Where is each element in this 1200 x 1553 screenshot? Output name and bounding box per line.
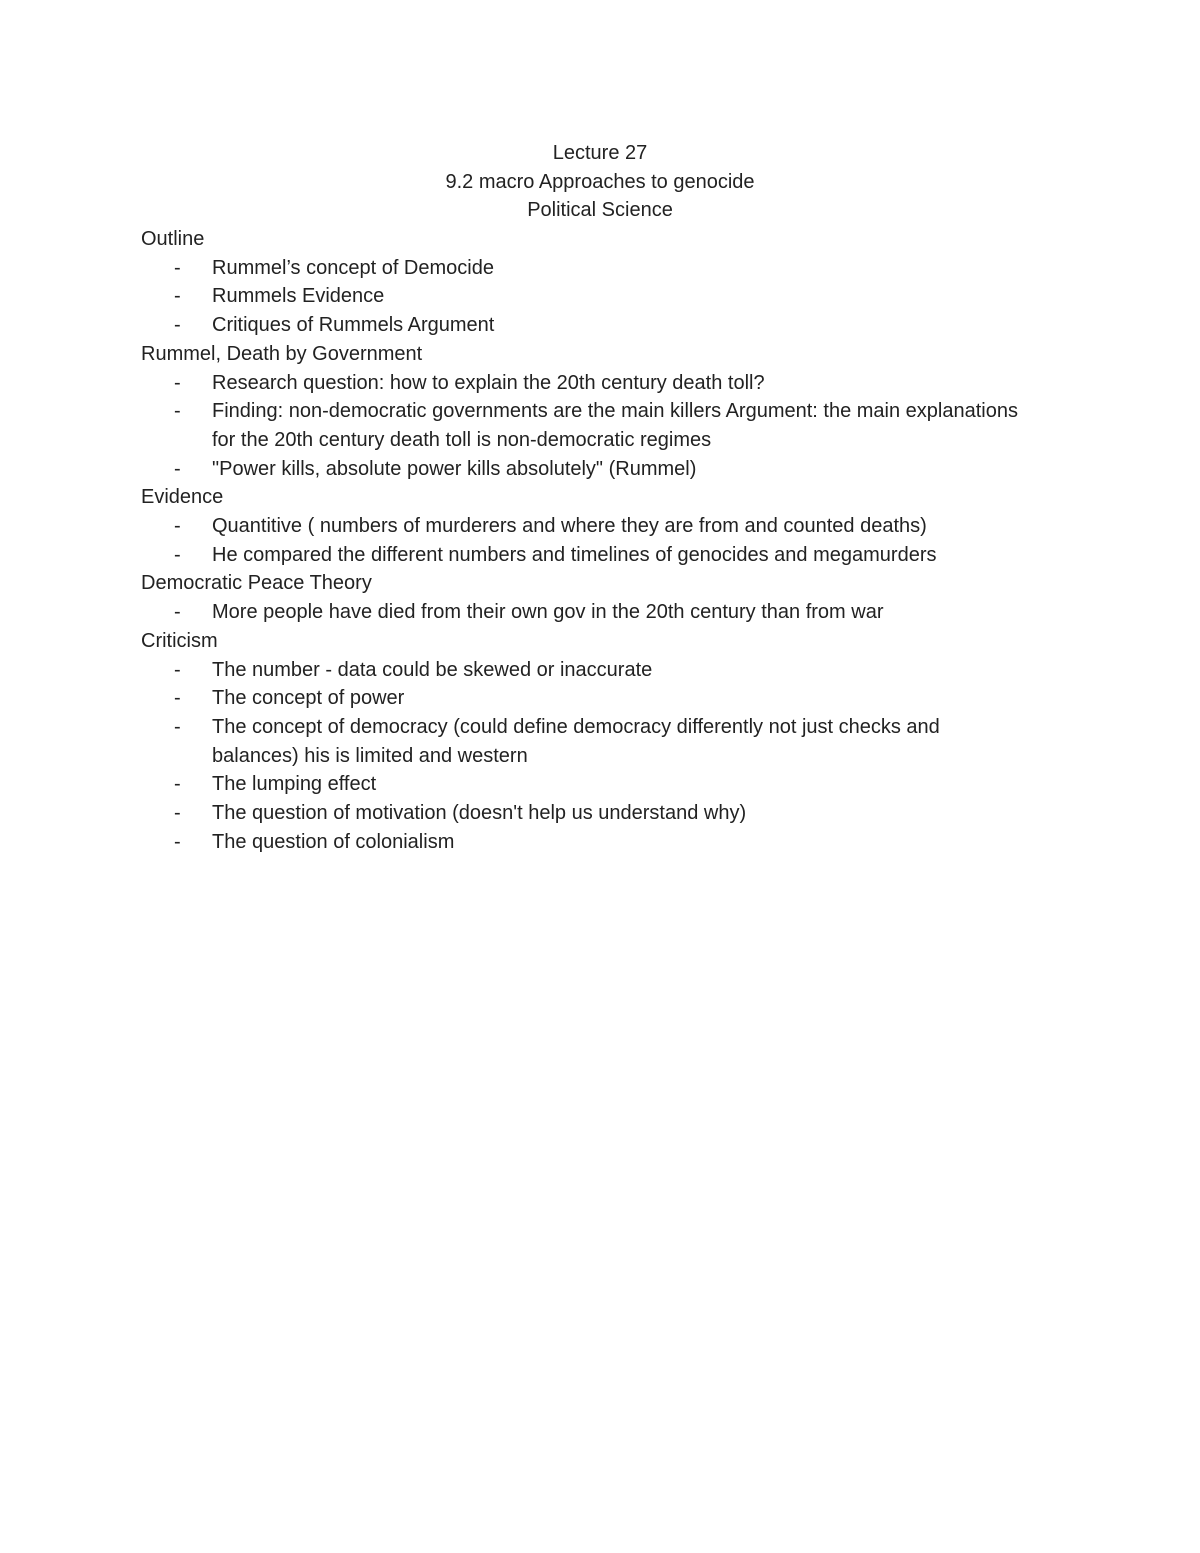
list-item-text: The concept of democracy (could define democracy differently not just checks and balances) his is limited and western	[212, 715, 940, 767]
bullet-dash: -	[174, 687, 181, 710]
bullet-list	[141, 656, 1021, 857]
bullet-dash: -	[174, 285, 181, 308]
list-item	[141, 541, 1021, 570]
list-item-text: Critiques of Rummels Argument	[212, 314, 495, 337]
bullet-dash: -	[174, 658, 181, 681]
list-item	[141, 684, 1021, 713]
list-item	[141, 598, 1021, 627]
section-heading: Criticism	[141, 629, 218, 652]
bullet-dash: -	[174, 457, 181, 480]
list-item-text: Finding: non-democratic governments are the main killers Argument: the main explanations for the 20th century death toll is non-democratic regimes	[212, 400, 1018, 451]
list-item-text: The concept of power	[212, 687, 405, 710]
section-heading: Outline	[141, 228, 205, 250]
list-item-text: Research question: how to explain the 20th century death toll?	[212, 371, 765, 394]
list-item	[141, 282, 1021, 311]
bullet-dash: -	[174, 715, 181, 738]
list-item	[141, 455, 1021, 484]
list-item-text: "Power kills, absolute power kills absolutely" (Rummel)	[212, 457, 697, 480]
bullet-dash: -	[174, 515, 181, 538]
bullet-dash: -	[174, 371, 181, 394]
bullet-dash: -	[174, 256, 181, 279]
bullet-list	[141, 598, 1021, 627]
list-item-text: The question of colonialism	[212, 830, 455, 853]
bullet-dash: -	[174, 802, 181, 825]
list-item	[141, 397, 1021, 454]
list-item	[141, 369, 1021, 398]
list-item	[141, 770, 1021, 799]
list-item-text: Rummel’s concept of Democide	[212, 256, 494, 279]
bullet-dash: -	[174, 314, 181, 337]
list-item	[141, 512, 1021, 541]
bullet-list	[141, 254, 1021, 340]
list-item-text: The lumping effect	[212, 773, 377, 796]
bullet-dash: -	[174, 773, 181, 796]
section-heading: Rummel, Death by Government	[141, 342, 423, 365]
list-item	[141, 311, 1021, 340]
lecture-title: Lecture 27	[552, 142, 648, 164]
document-body	[141, 225, 1021, 856]
bullet-list	[141, 512, 1021, 569]
bullet-dash: -	[174, 400, 181, 423]
list-item-text: The number - data could be skewed or inaccurate	[212, 658, 653, 681]
list-item	[141, 656, 1021, 685]
section-heading: Democratic Peace Theory	[141, 572, 372, 595]
list-item-text: Rummels Evidence	[212, 285, 385, 308]
list-item-text: He compared the different numbers and timelines of genocides and megamurders	[212, 543, 937, 566]
bullet-list	[141, 369, 1021, 484]
list-item-text: Quantitive ( numbers of murderers and where they are from and counted deaths)	[212, 515, 927, 538]
list-item	[141, 799, 1021, 828]
list-item-text: More people have died from their own gov in the 20th century than from war	[212, 601, 884, 624]
section-heading: Evidence	[141, 486, 224, 509]
bullet-dash: -	[174, 601, 181, 624]
list-item	[141, 713, 1021, 770]
list-item	[141, 254, 1021, 283]
document-header	[0, 139, 1200, 225]
lecture-subtitle: 9.2 macro Approaches to genocide	[445, 170, 755, 193]
list-item	[141, 828, 1021, 857]
bullet-dash: -	[174, 543, 181, 566]
bullet-dash: -	[174, 830, 181, 853]
list-item-text: The question of motivation (doesn't help us understand why)	[212, 802, 747, 825]
course-name: Political Science	[527, 199, 673, 222]
